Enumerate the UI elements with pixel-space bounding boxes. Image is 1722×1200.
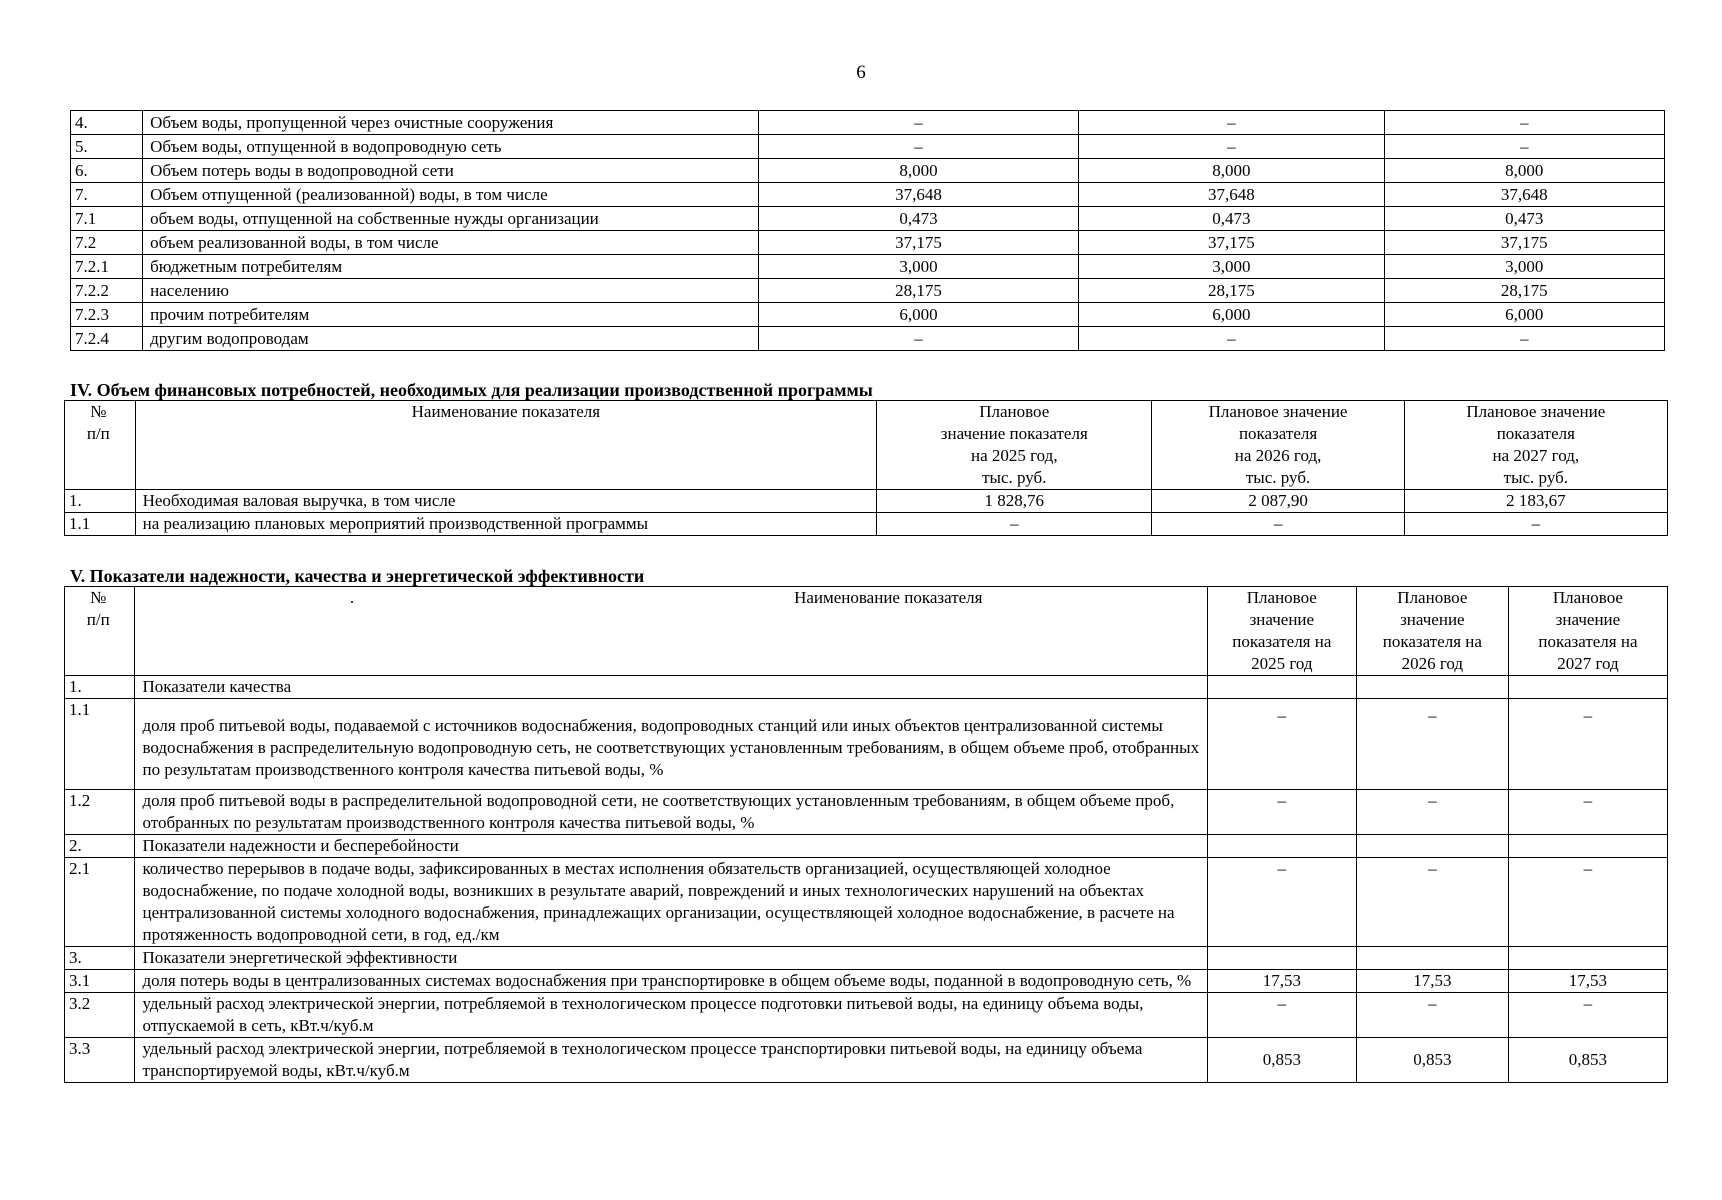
row-number: 6. — [71, 159, 143, 183]
value-2025: 3,000 — [758, 255, 1078, 279]
value-2027: – — [1404, 513, 1667, 536]
header-2026 — [1152, 401, 1404, 490]
value-2025: – — [758, 111, 1078, 135]
value-2027: 37,175 — [1384, 231, 1664, 255]
row-number: 4. — [71, 111, 143, 135]
page-number: 6 — [856, 62, 866, 83]
value-2027: 6,000 — [1384, 303, 1664, 327]
value-2025: – — [1207, 858, 1356, 947]
row-name: другим водопроводам — [143, 327, 759, 351]
table-row — [71, 159, 1665, 183]
row-number: 1.2 — [65, 790, 135, 835]
header-line: 2026 год — [1401, 654, 1464, 673]
row-name: Объем воды, пропущенной через очистные сооружения — [143, 111, 759, 135]
row-number: 3. — [65, 947, 135, 970]
header-line: значение показателя — [940, 424, 1088, 443]
table-row — [65, 676, 1668, 699]
row-name: доля проб питьевой воды, подаваемой с источников водоснабжения, водопроводных станций или иных объектов централизованной системы водоснабжения в распределительную водопроводную сеть, не соответствующих установленным требованиям, в общем объеме проб, отобранных по результатам производственного контроля качества питьевой воды, % — [135, 699, 1207, 790]
section-4-title: IV. Объем финансовых потребностей, необходимых для реализации производственной программы — [70, 380, 873, 400]
table-row — [65, 790, 1668, 835]
value-2027 — [1508, 676, 1667, 699]
header-2026 — [1356, 587, 1508, 676]
row-number: 7.2 — [71, 231, 143, 255]
value-2027: 37,648 — [1384, 183, 1664, 207]
table-row — [71, 111, 1665, 135]
header-line: на 2026 год, — [1234, 446, 1322, 465]
row-name: объем реализованной воды, в том числе — [143, 231, 759, 255]
header-num-line: № — [90, 402, 107, 421]
value-2026 — [1356, 676, 1508, 699]
section-5-title: V. Показатели надежности, качества и энергетической эффективности — [70, 566, 645, 586]
table-header-row — [65, 401, 1668, 490]
value-2027 — [1508, 835, 1667, 858]
value-2026: – — [1079, 111, 1384, 135]
value-2026: 0,853 — [1356, 1038, 1508, 1083]
value-2025: – — [1207, 790, 1356, 835]
value-2026: 17,53 — [1356, 970, 1508, 993]
value-2025: – — [1207, 699, 1356, 790]
value-2027: 28,175 — [1384, 279, 1664, 303]
row-number: 7.2.3 — [71, 303, 143, 327]
header-num — [65, 401, 136, 490]
header-name — [135, 587, 1207, 676]
row-number: 5. — [71, 135, 143, 159]
header-line: тыс. руб. — [1245, 468, 1311, 487]
value-2027: – — [1508, 790, 1667, 835]
row-number: 7. — [71, 183, 143, 207]
value-2025 — [1207, 835, 1356, 858]
value-2026: – — [1356, 699, 1508, 790]
table-row — [71, 327, 1665, 351]
value-2027: – — [1508, 993, 1667, 1038]
row-number: 3.1 — [65, 970, 135, 993]
header-num-line: п/п — [86, 424, 110, 443]
row-number: 1. — [65, 676, 135, 699]
row-number: 2.1 — [65, 858, 135, 947]
value-2026: 3,000 — [1079, 255, 1384, 279]
header-line: 2027 год — [1557, 654, 1619, 673]
value-2027 — [1508, 947, 1667, 970]
value-2027: – — [1384, 135, 1664, 159]
row-name: объем воды, отпущенной на собственные нужды организации — [143, 207, 759, 231]
table-row — [71, 303, 1665, 327]
header-line: Плановое значение — [1208, 402, 1348, 421]
row-name: населению — [143, 279, 759, 303]
row-name: количество перерывов в подаче воды, зафиксированных в местах исполнения обязательств организацией, осуществляющей холодное водоснабжение, по подаче холодной воды, возникших в результате аварий, повреждений и иных технологических нарушений на объектах централизованной системы холодного водоснабжения, принадлежащих организации, осуществляющей холодное водоснабжение, в расчете на протяженность водопроводной сети, в год, ед./км — [135, 858, 1207, 947]
row-name: бюджетным потребителям — [143, 255, 759, 279]
row-number: 3.3 — [65, 1038, 135, 1083]
header-line: показателя на — [1538, 632, 1638, 651]
table-row — [65, 699, 1668, 790]
value-2026: 28,175 — [1079, 279, 1384, 303]
value-2026: – — [1079, 327, 1384, 351]
value-2027: – — [1508, 699, 1667, 790]
value-2025: 0,473 — [758, 207, 1078, 231]
value-2027: 17,53 — [1508, 970, 1667, 993]
value-2025: 8,000 — [758, 159, 1078, 183]
header-line: показателя на — [1232, 632, 1332, 651]
value-2027: – — [1508, 858, 1667, 947]
quality-indicators-table — [64, 586, 1668, 1083]
header-line: показателя — [1238, 424, 1318, 443]
header-num-line: п/п — [86, 610, 110, 629]
header-num-line: № — [90, 588, 107, 607]
value-2026: 2 087,90 — [1152, 490, 1404, 513]
header-line: значение — [1249, 610, 1315, 629]
header-line: тыс. руб. — [1503, 468, 1568, 487]
row-number: 2. — [65, 835, 135, 858]
value-2025: – — [877, 513, 1152, 536]
value-2027: 0,853 — [1508, 1038, 1667, 1083]
financial-needs-table — [64, 400, 1668, 536]
value-2025: – — [758, 135, 1078, 159]
value-2026: 37,175 — [1079, 231, 1384, 255]
value-2025: – — [1207, 993, 1356, 1038]
header-line: показателя на — [1382, 632, 1482, 651]
header-line: Плановое — [979, 402, 1050, 421]
table-row — [71, 183, 1665, 207]
row-number: 7.2.4 — [71, 327, 143, 351]
header-line: Плановое — [1246, 588, 1317, 607]
row-name: доля проб питьевой воды в распределительной водопроводной сети, не соответствующих установленным требованиям, в общем объеме проб, отобранных по результатам производственного контроля качества питьевой воды, % — [135, 790, 1207, 835]
value-2026: – — [1079, 135, 1384, 159]
header-line: Плановое — [1397, 588, 1468, 607]
table-row — [71, 255, 1665, 279]
header-line: на 2025 год, — [970, 446, 1058, 465]
value-2025: 0,853 — [1207, 1038, 1356, 1083]
header-2025 — [877, 401, 1152, 490]
table-row — [65, 835, 1668, 858]
header-line: Плановое — [1552, 588, 1623, 607]
header-2025 — [1207, 587, 1356, 676]
row-number: 7.2.1 — [71, 255, 143, 279]
table-row — [71, 135, 1665, 159]
header-name-label: Наименование показателя — [794, 588, 983, 607]
row-name: удельный расход электрической энергии, потребляемой в технологическом процессе подготовки питьевой воды, на единицу объема воды, отпускаемой в сеть, кВт.ч/куб.м — [135, 993, 1207, 1038]
value-2025 — [1207, 676, 1356, 699]
value-2025: 28,175 — [758, 279, 1078, 303]
row-name: Показатели качества — [135, 676, 1207, 699]
table-row — [65, 513, 1668, 536]
value-2025: 37,175 — [758, 231, 1078, 255]
value-2026: – — [1356, 858, 1508, 947]
value-2025: 17,53 — [1207, 970, 1356, 993]
row-name: Показатели надежности и бесперебойности — [135, 835, 1207, 858]
header-line: показателя — [1496, 424, 1575, 443]
header-line: 2025 год — [1251, 654, 1313, 673]
row-name: удельный расход электрической энергии, потребляемой в технологическом процессе транспортировки питьевой воды, на единицу объема транспортируемой воды, кВт.ч/куб.м — [135, 1038, 1207, 1083]
row-number: 7.1 — [71, 207, 143, 231]
table-row — [65, 970, 1668, 993]
value-2025: 37,648 — [758, 183, 1078, 207]
row-name: Показатели энергетической эффективности — [135, 947, 1207, 970]
value-2025 — [1207, 947, 1356, 970]
row-name: Объем воды, отпущенной в водопроводную сеть — [143, 135, 759, 159]
value-2027: – — [1384, 327, 1664, 351]
header-num — [65, 587, 135, 676]
table-row — [71, 279, 1665, 303]
value-2026: – — [1356, 790, 1508, 835]
value-2027: 2 183,67 — [1404, 490, 1667, 513]
value-2026: 8,000 — [1079, 159, 1384, 183]
header-line: Плановое значение — [1466, 402, 1606, 421]
row-name: Объем отпущенной (реализованной) воды, в том числе — [143, 183, 759, 207]
header-line: тыс. руб. — [982, 468, 1047, 487]
value-2026 — [1356, 947, 1508, 970]
row-number: 1.1 — [65, 513, 136, 536]
header-line: значение — [1555, 610, 1621, 629]
value-2026: – — [1356, 993, 1508, 1038]
row-name: Объем потерь воды в водопроводной сети — [143, 159, 759, 183]
table-row — [71, 207, 1665, 231]
value-2026: 0,473 — [1079, 207, 1384, 231]
water-volume-table — [70, 110, 1665, 351]
value-2027: 3,000 — [1384, 255, 1664, 279]
value-2027: – — [1384, 111, 1664, 135]
table-row — [71, 231, 1665, 255]
header-dot: . — [349, 588, 355, 607]
value-2026: – — [1152, 513, 1404, 536]
row-number: 3.2 — [65, 993, 135, 1038]
row-name: прочим потребителям — [143, 303, 759, 327]
row-name: доля потерь воды в централизованных системах водоснабжения при транспортировке в общем объеме воды, поданной в водопроводную сеть, % — [135, 970, 1207, 993]
table-row — [65, 993, 1668, 1038]
value-2025: – — [758, 327, 1078, 351]
header-name: Наименование показателя — [135, 401, 876, 490]
header-line: на 2027 год, — [1492, 446, 1580, 465]
header-line: значение — [1400, 610, 1465, 629]
table-row — [65, 858, 1668, 947]
header-2027 — [1508, 587, 1667, 676]
value-2025: 6,000 — [758, 303, 1078, 327]
row-name: Необходимая валовая выручка, в том числе — [135, 490, 876, 513]
table-row — [65, 490, 1668, 513]
row-number: 1.1 — [65, 699, 135, 790]
value-2026 — [1356, 835, 1508, 858]
row-number: 1. — [65, 490, 136, 513]
table-row — [65, 1038, 1668, 1083]
value-2025: 1 828,76 — [877, 490, 1152, 513]
value-2027: 8,000 — [1384, 159, 1664, 183]
table-header-row — [65, 587, 1668, 676]
value-2026: 6,000 — [1079, 303, 1384, 327]
value-2027: 0,473 — [1384, 207, 1664, 231]
value-2026: 37,648 — [1079, 183, 1384, 207]
header-2027 — [1404, 401, 1667, 490]
table-row — [65, 947, 1668, 970]
row-number: 7.2.2 — [71, 279, 143, 303]
row-name: на реализацию плановых мероприятий производственной программы — [135, 513, 876, 536]
